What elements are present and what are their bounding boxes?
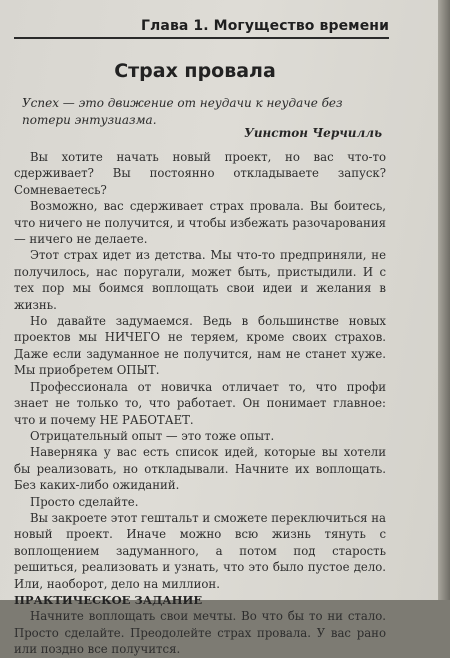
running-header: Глава 1. Могущество времени [14,18,389,39]
paragraph: Наверняка у вас есть список идей, которые вы хотели бы реализовать, но откладывали. Начните их воплощать. Без каких-либо ожиданий. [14,445,386,493]
paragraph: Этот страх идет из детства. Мы что-то предприняли, не получилось, нас поругали, может быть, пристыдили. И с тех пор мы боимся воплощать свои идеи и желания в жизнь. [14,248,386,312]
paragraph: Но давайте задумаемся. Ведь в большинстве новых проектов мы НИЧЕГО не теряем, кроме своих страхов. Даже если задуманное не получится, нам не станет хуже. Мы приобретем ОПЫТ. [14,314,386,378]
task-text: Начните воплощать свои мечты. Во что бы то ни стало. Просто сделайте. Преодолейте страх провала. У вас рано или поздно все получится. [14,609,386,657]
paragraph: Вы закроете этот гештальт и сможете переключиться на новый проект. Иначе можно всю жизнь тянуть с воплощением задуманного, а потом под старость решиться, реализовать и узнать, что это было пустое дело. Или, наоборот, дело на миллион. [14,510,387,591]
page-edge-shadow [438,0,450,600]
paragraph: Просто сделайте. [30,494,139,509]
epigraph-author: Уинстон Черчилль [244,126,382,140]
paragraph: Возможно, вас сдерживает страх провала. Вы боитесь, что ничего не получится, и чтобы избежать разочарования — ничего не делаете. [14,199,386,247]
paragraph: Отрицательный опыт — это тоже опыт. [30,428,275,443]
epigraph-quote: Успех — это движение от неудачи к неудаче без потери энтузиазма. [22,96,343,127]
task-heading: ПРАКТИЧЕСКОЕ ЗАДАНИЕ [14,592,203,607]
paragraph: Профессионала от новичка отличает то, что профи знает не только то, что работает. Он понимает главное: что и почему НЕ РАБОТАЕТ. [14,379,386,427]
section-title: Страх провала [114,60,276,82]
body-text [14,149,386,658]
paragraph: Вы хотите начать новый проект, но вас что-то сдерживает? Вы постоянно откладываете запуск? Сомневаетесь? [14,150,386,197]
